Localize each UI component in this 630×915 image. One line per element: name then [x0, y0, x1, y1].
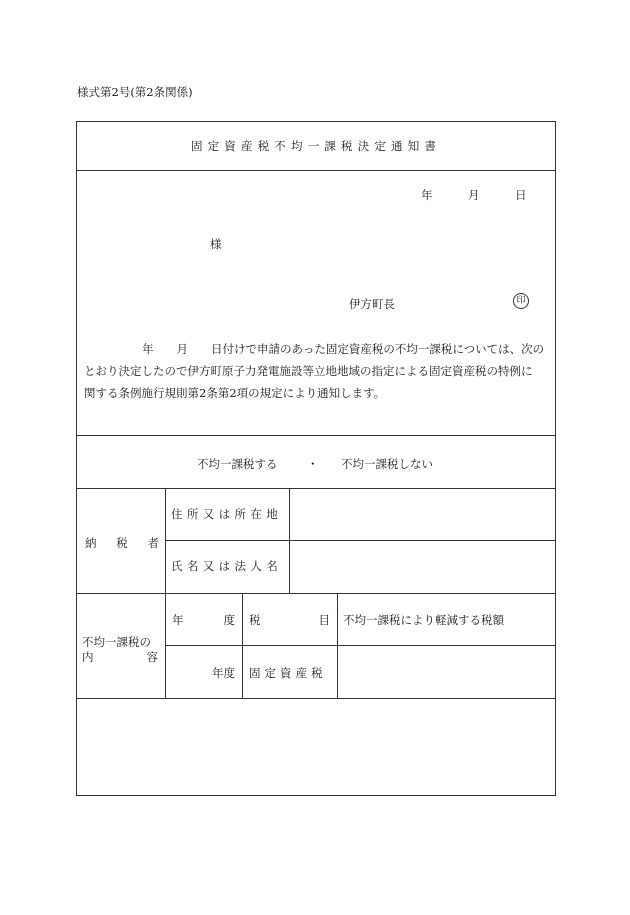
divider	[76, 435, 556, 436]
taxpayer-label-char: 者	[147, 536, 159, 550]
column-header-reduced-amount: 不均一課税により軽減する税額	[343, 613, 504, 627]
notice-body-line: 年 月 日付けで申請のあった固定資産税の不均一課税については、次の	[142, 342, 545, 356]
divider	[76, 488, 556, 489]
decision-separator: ・	[307, 457, 319, 471]
notice-body	[84, 338, 552, 404]
row-tax-item: 固定資産税	[249, 666, 327, 680]
divider	[337, 593, 338, 698]
divider	[242, 593, 243, 698]
details-label-char: 容	[146, 650, 158, 664]
taxpayer-label	[85, 535, 159, 551]
notice-body-line: とおり決定したので伊方町原子力発電施設等立地地域の指定による固定資産税の特例に	[84, 364, 533, 378]
taxpayer-label-char: 納	[85, 536, 97, 550]
column-header-char: 年	[172, 613, 184, 627]
divider	[76, 170, 556, 171]
column-header-tax-item	[249, 612, 330, 628]
divider	[76, 698, 556, 699]
details-label-char: 内	[82, 650, 94, 664]
decision-option-not-apply: 不均一課税しない	[341, 457, 433, 471]
column-header-char: 税	[249, 613, 261, 627]
details-label-line1: 不均一課税の	[82, 635, 151, 649]
row-year-suffix: 年度	[212, 666, 235, 680]
column-header-char: 度	[223, 613, 235, 627]
address-label: 住所又は所在地	[171, 507, 283, 521]
notice-body-line: 関する条例施行規則第2条第2項の規定により通知します。	[84, 386, 386, 400]
divider	[165, 488, 166, 698]
date-day-label: 日	[515, 188, 527, 202]
column-header-year	[172, 612, 235, 628]
decision-option-apply: 不均一課税する	[197, 457, 278, 471]
taxpayer-label-char: 税	[116, 536, 128, 550]
details-label-line2	[82, 649, 158, 665]
divider	[165, 645, 556, 646]
date-month-label: 月	[468, 188, 480, 202]
form-number-label: 様式第2号(第2条関係)	[77, 85, 193, 99]
divider	[76, 593, 556, 594]
seal-mark: 印	[513, 293, 529, 309]
issuer-name: 伊方町長	[349, 297, 395, 311]
divider	[289, 488, 290, 593]
addressee-suffix: 様	[210, 237, 222, 251]
document-title: 固定資産税不均一課税決定通知書	[190, 139, 442, 153]
column-header-char: 目	[318, 613, 330, 627]
date-year-label: 年	[421, 188, 433, 202]
divider	[165, 540, 556, 541]
name-label: 氏名又は法人名	[171, 559, 283, 573]
